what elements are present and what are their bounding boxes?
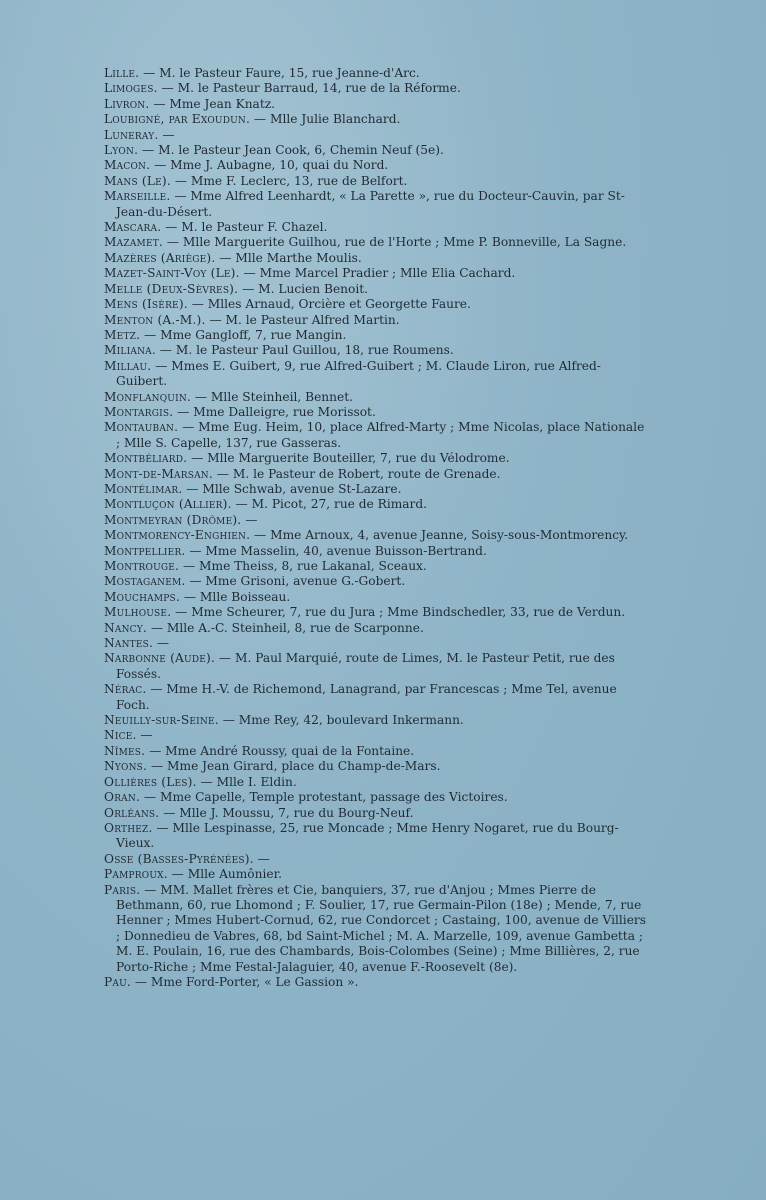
contact-text: — Mmes E. Guibert, 9, rue Alfred-Guibert ; M. Claude Liron, rue Alfred-Guibert. (116, 358, 601, 389)
place-name: Nîmes. (104, 743, 146, 758)
place-name: Lille. (104, 66, 140, 80)
list-item (104, 158, 649, 173)
place-name: Loubigné, par Exoudun. (104, 112, 251, 127)
contact-text: — M. le Pasteur de Robert, route de Grenade. (212, 466, 501, 481)
list-item (104, 420, 649, 451)
place-name: Melle (Deux-Sèvres). (104, 281, 239, 296)
place-name: Menton (A.-M.). (104, 312, 206, 327)
list-item (104, 128, 649, 143)
place-name: Metz. (104, 327, 141, 342)
list-item (104, 328, 649, 343)
place-name: Nérac. (104, 682, 147, 697)
list-item (104, 883, 649, 975)
list-item (104, 235, 649, 250)
contact-text: — Mlles Arnaud, Orcière et Georgette Faure. (187, 297, 471, 312)
place-name: Orthez. (104, 820, 153, 835)
list-item (104, 513, 649, 528)
contact-text: — Mme Arnoux, 4, avenue Jeanne, Soisy-sous-Montmorency. (250, 528, 629, 543)
list-item (104, 621, 649, 636)
list-item (104, 482, 649, 497)
place-name: Mazet-Saint-Voy (Le). (104, 266, 240, 281)
list-item (104, 636, 649, 651)
contact-text: — MM. Mallet frères et Cie, banquiers, 37, rue d'Anjou ; Mmes Pierre de Bethmann, 60, rue Lhomond ; F. Soulier, 17, rue Germain-Pilon (18e) ; Mende, 7, rue Henner ; Mmes Hubert-Cornud, 62, rue Condorcet ; Castaing, 100, avenue de Villiers ; Donnedieu de Vabres, 68, bd Saint-Michel ; M. A. Marzelle, 109, avenue Gambetta ; M. E. Poulain, 16, rue des Chambards, Bois-Colombes (Seine) ; Mme Billières, 2, rue Porto-Riche ; Mme Festal-Jalaguier, 40, avenue F.-Roosevelt (8e). (116, 882, 646, 974)
list-item (104, 852, 649, 867)
contact-text: — Mlle Schwab, avenue St-Lazare. (182, 481, 402, 496)
contact-text: — Mme Capelle, Temple protestant, passage des Victoires. (140, 790, 508, 805)
contact-text: — M. le Pasteur Barraud, 14, rue de la Réforme. (157, 81, 461, 96)
place-name: Montluçon (Allier). (104, 497, 232, 512)
list-item (104, 867, 649, 882)
contact-text: — Mlle A.-C. Steinheil, 8, rue de Scarponne. (146, 620, 424, 635)
contact-text: — Mlle I. Eldin. (196, 774, 297, 789)
contact-text: — M. le Pasteur Alfred Martin. (205, 312, 400, 327)
list-item (104, 66, 649, 81)
place-name: Paris. (104, 882, 141, 897)
list-item (104, 744, 649, 759)
contact-text: — M. le Pasteur Paul Guillou, 18, rue Roumens. (155, 343, 454, 358)
place-name: Montmeyran (Drôme). (104, 512, 242, 527)
list-item (104, 451, 649, 466)
contact-text: — Mlle Marthe Moulis. (215, 250, 362, 265)
contact-text: — Mme Alfred Leenhardt, « La Parette », rue du Docteur-Cauvin, par St-Jean-du-Désert. (116, 189, 625, 219)
place-name: Montrouge. (104, 559, 180, 573)
place-name: Mouchamps. (104, 589, 180, 604)
place-name: Narbonne (Aude). (104, 651, 216, 666)
list-item (104, 297, 649, 312)
list-item (104, 405, 649, 420)
list-item (104, 651, 649, 682)
place-name: Ollières (Les). (104, 774, 197, 789)
list-item (104, 266, 649, 281)
place-name: Montargis. (104, 404, 174, 419)
place-name: Montélimar. (104, 481, 183, 496)
list-item (104, 821, 649, 852)
contact-text: — Mme J. Aubagne, 10, quai du Nord. (150, 158, 389, 173)
place-name: Mascara. (104, 220, 162, 235)
place-name: Mostaganem. (104, 574, 186, 589)
contact-text: — Mme Ford-Porter, « Le Gassion ». (130, 974, 359, 989)
list-item (104, 282, 649, 297)
contact-text: — Mlle Julie Blanchard. (250, 112, 401, 127)
contact-text: — (136, 728, 153, 743)
contact-text: — Mme Gangloff, 7, rue Mangin. (140, 327, 347, 342)
list-item (104, 775, 649, 790)
contact-text: — Mme Rey, 42, boulevard Inkermann. (218, 713, 464, 728)
place-name: Montauban. (104, 420, 179, 435)
place-name: Oran. (104, 790, 141, 805)
contact-text: — Mlle Boisseau. (180, 589, 291, 604)
list-item (104, 559, 649, 574)
place-name: Lyon. (104, 143, 139, 158)
contact-text: — Mme Jean Girard, place du Champ-de-Mars. (147, 759, 441, 774)
place-name: Mazères (Ariège). (104, 250, 216, 265)
place-name: Miliana. (104, 343, 156, 358)
contact-text: — M. Paul Marquié, route de Limes, M. le Pasteur Petit, rue des Fossés. (116, 651, 615, 681)
place-name: Monflanquin. (104, 389, 191, 404)
list-item (104, 497, 649, 512)
contact-text: — Mme Grisoni, avenue G.-Gobert. (185, 574, 406, 589)
place-name: Montpellier. (104, 543, 186, 558)
list-item (104, 359, 649, 390)
place-name: Marseille. (104, 189, 171, 204)
place-name: Pau. (104, 974, 131, 989)
contact-text: — Mlle Marguerite Bouteiller, 7, rue du Vélodrome. (187, 451, 510, 466)
contact-text: — Mme Eug. Heim, 10, place Alfred-Marty ; Mme Nicolas, place Nationale ; Mlle S. Capelle, 137, rue Gasseras. (116, 420, 645, 450)
contact-text: — (253, 851, 270, 866)
contact-text: — Mlle Aumônier. (167, 867, 282, 882)
contact-text: — Mme F. Leclerc, 13, rue de Belfort. (170, 173, 408, 188)
list-item (104, 759, 649, 774)
contact-text: — Mme H.-V. de Richemond, Lanagrand, par Francescas ; Mme Tel, avenue Foch. (116, 682, 617, 712)
list-item (104, 97, 649, 112)
list-item (104, 975, 649, 990)
place-name: Orléans. (104, 805, 160, 820)
address-list (104, 66, 649, 990)
contact-text: — (158, 127, 175, 142)
list-item (104, 590, 649, 605)
contact-text: — (241, 512, 258, 527)
list-item (104, 251, 649, 266)
contact-text: — Mme André Roussy, quai de la Fontaine. (145, 743, 415, 758)
list-item (104, 574, 649, 589)
contact-text: — Mme Scheurer, 7, rue du Jura ; Mme Bindschedler, 33, rue de Verdun. (171, 605, 626, 620)
contact-text: — Mme Marcel Pradier ; Mlle Elia Cachard. (239, 266, 516, 281)
contact-text: — M. le Pasteur Jean Cook, 6, Chemin Neuf (5e). (138, 143, 444, 158)
contact-text: — Mme Theiss, 8, rue Lakanal, Sceaux. (179, 559, 427, 573)
list-item (104, 112, 649, 127)
list-item (104, 343, 649, 358)
contact-text: — Mlle Marguerite Guilhou, rue de l'Horte ; Mme P. Bonneville, La Sagne. (163, 235, 627, 250)
place-name: Pamproux. (104, 867, 168, 882)
list-item (104, 806, 649, 821)
list-item (104, 390, 649, 405)
place-name: Montbéliard. (104, 451, 188, 466)
contact-text: — Mme Jean Knatz. (149, 96, 276, 111)
list-item (104, 174, 649, 189)
contact-text: — Mme Masselin, 40, avenue Buisson-Bertrand. (185, 543, 487, 558)
list-item (104, 189, 649, 220)
contact-text: — Mme Dalleigre, rue Morissot. (173, 404, 376, 419)
contact-text: — Mlle J. Moussu, 7, rue du Bourg-Neuf. (159, 805, 414, 820)
list-item (104, 713, 649, 728)
list-item (104, 790, 649, 805)
contact-text: — M. Lucien Benoit. (238, 281, 369, 296)
place-name: Osse (Basses-Pyrénées). (104, 851, 254, 866)
place-name: Nantes. (104, 636, 154, 651)
list-item (104, 313, 649, 328)
list-item (104, 728, 649, 743)
place-name: Nyons. (104, 759, 148, 774)
place-name: Mens (Isère). (104, 297, 188, 312)
contact-text: — (153, 636, 170, 651)
list-item (104, 605, 649, 620)
list-item (104, 220, 649, 235)
place-name: Nice. (104, 728, 137, 743)
list-item (104, 528, 649, 543)
contact-text: — Mlle Lespinasse, 25, rue Moncade ; Mme Henry Nogaret, rue du Bourg-Vieux. (116, 820, 619, 851)
place-name: Limoges. (104, 81, 158, 96)
list-item (104, 467, 649, 482)
list-item (104, 143, 649, 158)
list-item (104, 682, 649, 713)
place-name: Mazamet. (104, 235, 163, 250)
place-name: Macon. (104, 158, 151, 173)
contact-text: — Mlle Steinheil, Bennet. (191, 389, 353, 404)
place-name: Millau. (104, 358, 152, 373)
place-name: Nancy. (104, 620, 147, 635)
contact-text: — M. le Pasteur Faure, 15, rue Jeanne-d'Arc. (139, 66, 420, 80)
place-name: Montmorency-Enghien. (104, 528, 251, 543)
place-name: Neuilly-sur-Seine. (104, 713, 219, 728)
list-item (104, 544, 649, 559)
place-name: Livron. (104, 96, 150, 111)
list-item (104, 81, 649, 96)
contact-text: — M. Picot, 27, rue de Rimard. (231, 497, 428, 512)
place-name: Mans (Le). (104, 173, 171, 188)
place-name: Mulhouse. (104, 605, 172, 620)
place-name: Mont-de-Marsan. (104, 466, 213, 481)
contact-text: — M. le Pasteur F. Chazel. (161, 220, 328, 235)
place-name: Luneray. (104, 127, 159, 142)
